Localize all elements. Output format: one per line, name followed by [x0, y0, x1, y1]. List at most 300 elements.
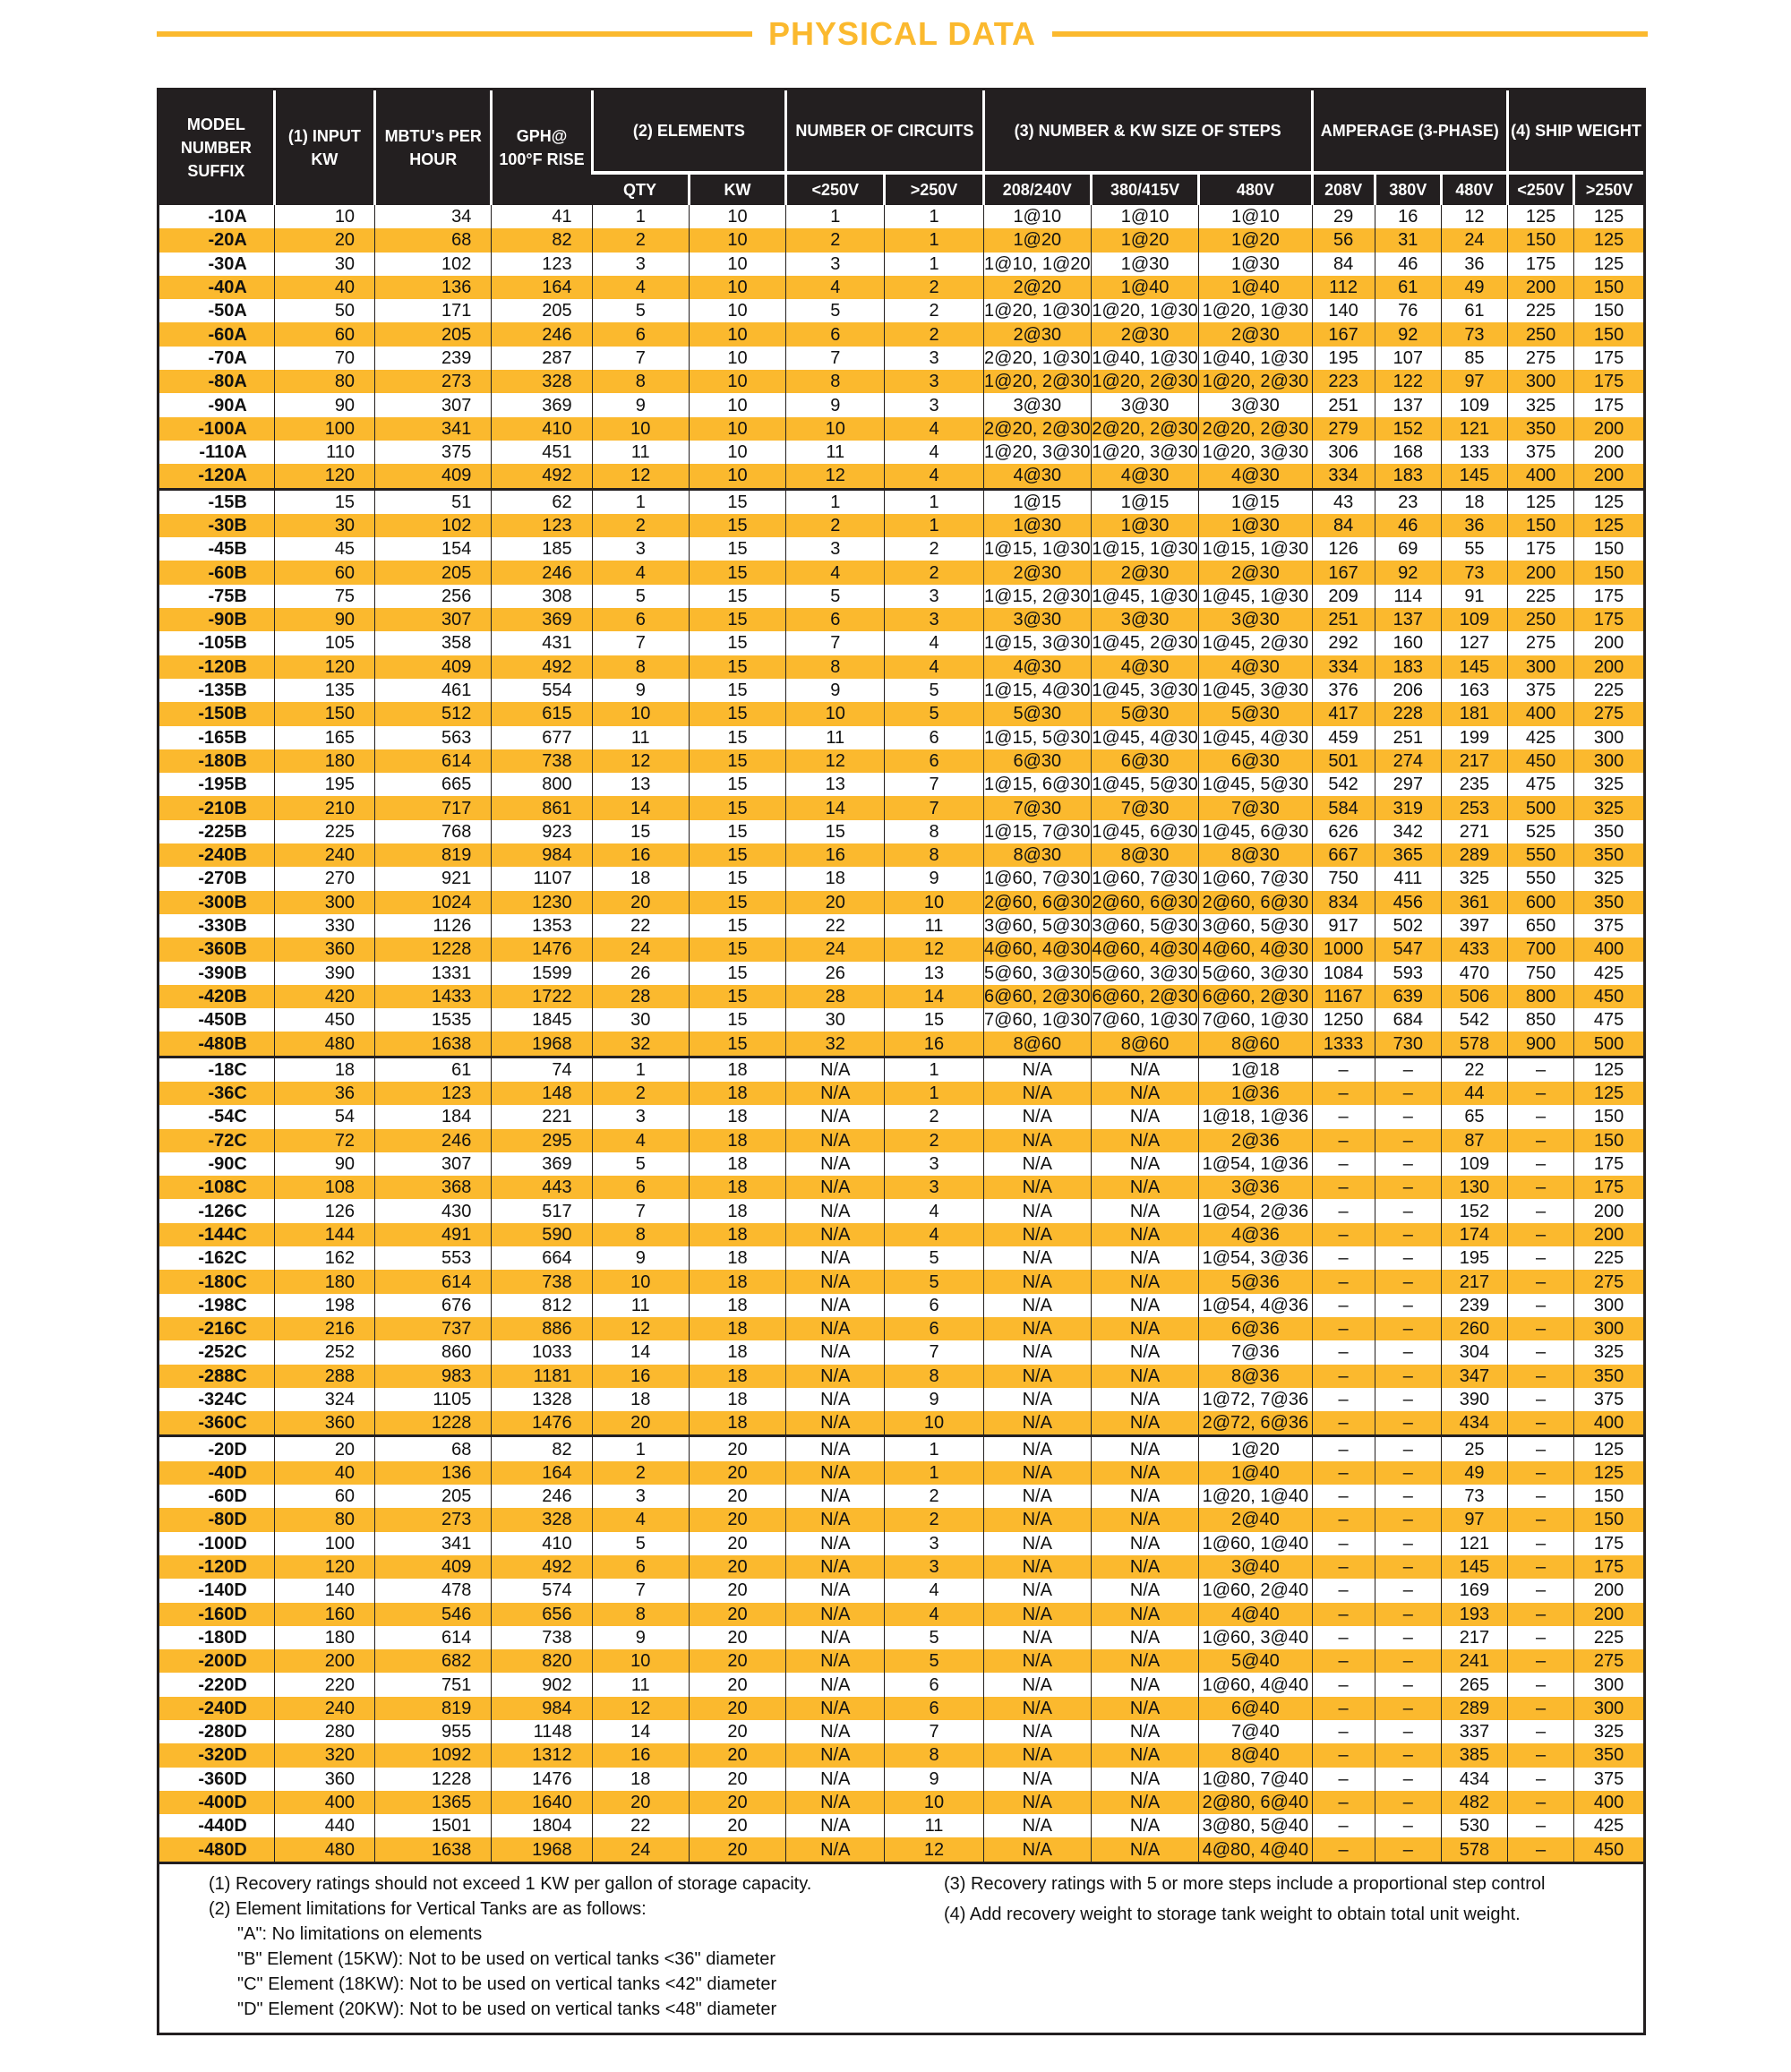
table-cell: 154: [375, 537, 492, 561]
table-row: [159, 1057, 1643, 1082]
table-cell: 150: [1574, 322, 1643, 346]
table-cell: 5@36: [1199, 1270, 1312, 1293]
table-cell: 450: [1574, 985, 1643, 1008]
table-cell: 15: [689, 537, 785, 561]
table-cell: 288: [274, 1365, 374, 1388]
table-cell: 1@15, 7@30: [983, 820, 1091, 843]
table-cell: 2: [885, 322, 983, 346]
table-cell: 175: [1574, 608, 1643, 631]
table-cell: 2@30: [1091, 561, 1198, 584]
table-cell: N/A: [983, 1603, 1091, 1626]
table-cell: 54: [274, 1105, 374, 1128]
table-cell: 417: [1312, 702, 1375, 725]
table-cell: 350: [1574, 1743, 1643, 1767]
table-cell: 76: [1375, 299, 1441, 322]
table-cell: 3: [885, 1532, 983, 1555]
model-suffix-cell: -180B: [159, 749, 274, 773]
table-row: [159, 1555, 1643, 1579]
table-cell: 2: [592, 1082, 689, 1105]
table-cell: –: [1375, 1579, 1441, 1602]
table-cell: –: [1508, 1626, 1574, 1649]
table-cell: –: [1508, 1814, 1574, 1837]
table-cell: –: [1375, 1697, 1441, 1720]
table-cell: 200: [1574, 417, 1643, 441]
model-suffix-cell: -390B: [198, 963, 247, 983]
table-cell: 20: [689, 1555, 785, 1579]
table-row: [159, 1743, 1643, 1767]
table-row: [159, 441, 1643, 464]
table-cell: 461: [375, 679, 492, 702]
table-cell: 217: [1441, 749, 1507, 773]
table-cell: 18: [689, 1246, 785, 1270]
table-cell: 45: [274, 537, 374, 561]
table-cell: 109: [1441, 1152, 1507, 1176]
table-cell: 239: [375, 347, 492, 370]
table-cell: 1228: [375, 938, 492, 961]
table-cell: 4@30: [983, 464, 1091, 489]
table-cell: N/A: [983, 1743, 1091, 1767]
table-row: [159, 1388, 1643, 1411]
table-cell: 15: [689, 489, 785, 514]
table-cell: 150: [1574, 561, 1643, 584]
table-cell: –: [1375, 1199, 1441, 1222]
table-cell: 18: [689, 1129, 785, 1152]
table-cell: 5: [885, 1649, 983, 1673]
table-cell: 251: [1312, 608, 1375, 631]
table-cell: 800: [492, 773, 592, 796]
table-cell: 107: [1375, 347, 1441, 370]
table-cell: N/A: [786, 1246, 885, 1270]
table-cell: 330: [274, 914, 374, 938]
table-cell: 434: [1441, 1768, 1507, 1791]
table-cell: 18: [689, 1411, 785, 1436]
model-suffix-cell: -54C: [208, 1107, 247, 1127]
col-header-amperage: AMPERAGE (3-PHASE): [1312, 90, 1508, 173]
table-row: [159, 393, 1643, 416]
table-cell: N/A: [983, 1246, 1091, 1270]
table-cell: 921: [375, 867, 492, 890]
table-row: [159, 1673, 1643, 1696]
table-cell: 73: [1441, 322, 1507, 346]
table-cell: 492: [492, 655, 592, 679]
table-cell: N/A: [786, 1223, 885, 1246]
model-suffix-cell: -400D: [159, 1791, 274, 1814]
table-cell: 10: [689, 464, 785, 489]
table-cell: 3@30: [1199, 393, 1312, 416]
table-cell: 4@40: [1199, 1603, 1312, 1626]
table-cell: 97: [1441, 1508, 1507, 1531]
table-cell: –: [1312, 1791, 1375, 1814]
table-cell: N/A: [786, 1532, 885, 1555]
model-suffix-cell: -75B: [208, 586, 247, 606]
table-cell: 341: [375, 1532, 492, 1555]
table-cell: 4: [885, 631, 983, 655]
table-cell: 368: [375, 1176, 492, 1199]
table-cell: 3: [592, 1105, 689, 1128]
table-cell: 4@30: [1199, 655, 1312, 679]
table-cell: N/A: [786, 1791, 885, 1814]
table-row: [159, 608, 1643, 631]
table-cell: –: [1312, 1743, 1375, 1767]
model-suffix-cell: -72C: [159, 1129, 274, 1152]
table-cell: 20: [689, 1768, 785, 1791]
table-cell: 1@20, 2@30: [983, 370, 1091, 393]
table-cell: 7@30: [1091, 796, 1198, 819]
table-cell: 10: [689, 276, 785, 299]
table-cell: –: [1508, 1176, 1574, 1199]
table-row: [159, 417, 1643, 441]
table-cell: 8: [592, 655, 689, 679]
table-cell: 12: [885, 1837, 983, 1861]
table-cell: 350: [1508, 417, 1574, 441]
table-cell: 501: [1312, 749, 1375, 773]
table-cell: 2: [885, 276, 983, 299]
table-cell: 737: [375, 1317, 492, 1340]
table-cell: 287: [492, 347, 592, 370]
table-cell: 5: [786, 585, 885, 608]
table-cell: –: [1508, 1365, 1574, 1388]
table-cell: 50: [274, 299, 374, 322]
table-cell: 9: [885, 867, 983, 890]
table-cell: –: [1508, 1603, 1574, 1626]
table-cell: 717: [375, 796, 492, 819]
table-cell: 246: [492, 561, 592, 584]
table-cell: –: [1508, 1317, 1574, 1340]
table-cell: 61: [375, 1057, 492, 1082]
table-cell: 20: [689, 1649, 785, 1673]
table-cell: 923: [492, 820, 592, 843]
table-cell: 126: [1312, 537, 1375, 561]
table-cell: 8: [885, 1743, 983, 1767]
table-row: [159, 1508, 1643, 1531]
table-cell: 8@30: [983, 843, 1091, 867]
table-row: [159, 1129, 1643, 1152]
table-cell: 18: [689, 1317, 785, 1340]
table-cell: 676: [375, 1294, 492, 1317]
table-cell: 6@60, 2@30: [1091, 985, 1198, 1008]
table-cell: 270: [274, 867, 374, 890]
table-cell: 2@60, 6@30: [983, 891, 1091, 914]
table-cell: 8: [592, 370, 689, 393]
table-cell: 125: [1574, 253, 1643, 276]
table-cell: 1@54, 4@36: [1199, 1294, 1312, 1317]
table-cell: 200: [1574, 1199, 1643, 1222]
table-cell: 2: [885, 1485, 983, 1508]
table-cell: 1353: [492, 914, 592, 938]
table-cell: N/A: [1091, 1555, 1198, 1579]
table-cell: 7@30: [983, 796, 1091, 819]
model-suffix-cell: -20D: [159, 1436, 274, 1461]
table-cell: –: [1508, 1461, 1574, 1485]
table-cell: 20: [689, 1626, 785, 1649]
table-cell: 819: [375, 1697, 492, 1720]
table-cell: N/A: [1091, 1270, 1198, 1293]
table-row: [159, 796, 1643, 819]
table-cell: 205: [375, 322, 492, 346]
table-cell: 15: [689, 843, 785, 867]
table-cell: 20: [689, 1532, 785, 1555]
table-cell: 812: [492, 1294, 592, 1317]
table-cell: 200: [1574, 464, 1643, 489]
table-cell: 1: [885, 253, 983, 276]
table-cell: 4: [885, 1199, 983, 1222]
model-suffix-cell: -270B: [198, 869, 247, 889]
table-cell: 49: [1441, 276, 1507, 299]
table-cell: 365: [1375, 843, 1441, 867]
footnote-2a: "A": No limitations on elements: [237, 1923, 483, 1944]
table-cell: 14: [885, 985, 983, 1008]
table-cell: 1: [885, 1057, 983, 1082]
table-cell: 1@10, 1@20: [983, 253, 1091, 276]
table-cell: –: [1312, 1603, 1375, 1626]
table-cell: 6@30: [983, 749, 1091, 773]
table-cell: 10: [689, 441, 785, 464]
table-cell: N/A: [786, 1697, 885, 1720]
table-cell: 198: [274, 1294, 374, 1317]
table-cell: 667: [1312, 843, 1375, 867]
table-cell: 1@20, 3@30: [1091, 441, 1198, 464]
table-cell: 200: [274, 1649, 374, 1673]
table-cell: 110: [274, 441, 374, 464]
table-cell: 87: [1441, 1129, 1507, 1152]
table-cell: 16: [592, 1365, 689, 1388]
table-cell: 125: [1574, 1436, 1643, 1461]
table-cell: 375: [1508, 679, 1574, 702]
table-cell: 289: [1441, 1697, 1507, 1720]
table-cell: 1@20, 1@30: [983, 299, 1091, 322]
table-cell: –: [1508, 1697, 1574, 1720]
table-cell: N/A: [983, 1082, 1091, 1105]
table-cell: 1: [885, 228, 983, 252]
table-cell: 10: [689, 299, 785, 322]
table-cell: 240: [274, 1697, 374, 1720]
model-suffix-cell: -220D: [198, 1674, 247, 1695]
table-cell: 900: [1508, 1032, 1574, 1057]
table-cell: 750: [1508, 962, 1574, 985]
table-cell: –: [1508, 1532, 1574, 1555]
table-cell: 410: [492, 417, 592, 441]
table-cell: 2@20, 2@30: [983, 417, 1091, 441]
table-cell: N/A: [1091, 1485, 1198, 1508]
table-cell: 4@30: [1199, 464, 1312, 489]
table-cell: 1: [592, 489, 689, 514]
table-cell: –: [1375, 1508, 1441, 1531]
table-cell: 738: [492, 1626, 592, 1649]
table-cell: –: [1375, 1837, 1441, 1861]
table-cell: 102: [375, 253, 492, 276]
table-cell: 121: [1441, 1532, 1507, 1555]
footnote-2: (2) Element limitations for Vertical Tanks are as follows:: [209, 1898, 647, 1919]
sub-header: KW: [689, 173, 785, 205]
table-cell: 123: [492, 253, 592, 276]
table-cell: N/A: [983, 1317, 1091, 1340]
table-cell: 228: [1375, 702, 1441, 725]
table-row: [159, 1814, 1643, 1837]
table-cell: 108: [274, 1176, 374, 1199]
table-cell: 307: [375, 393, 492, 416]
table-cell: 275: [1574, 1649, 1643, 1673]
table-cell: 22: [592, 1814, 689, 1837]
table-cell: 28: [786, 985, 885, 1008]
table-cell: 18: [689, 1388, 785, 1411]
model-suffix-cell: -120A: [159, 464, 274, 489]
table-row: [159, 749, 1643, 773]
table-cell: 1@15, 6@30: [983, 773, 1091, 796]
table-cell: 1092: [375, 1743, 492, 1767]
physical-data-table-frame: [157, 88, 1646, 2035]
table-cell: 584: [1312, 796, 1375, 819]
table-cell: 200: [1574, 655, 1643, 679]
table-cell: 9: [592, 1246, 689, 1270]
table-cell: 4@80, 4@40: [1199, 1837, 1312, 1861]
table-cell: 440: [274, 1814, 374, 1837]
table-cell: 325: [1574, 1340, 1643, 1364]
table-cell: 279: [1312, 417, 1375, 441]
table-cell: 300: [274, 891, 374, 914]
table-cell: 11: [592, 1673, 689, 1696]
table-cell: 614: [375, 749, 492, 773]
table-cell: 9: [592, 1626, 689, 1649]
table-cell: 1@45, 2@30: [1091, 631, 1198, 655]
table-cell: 26: [786, 962, 885, 985]
table-cell: –: [1375, 1317, 1441, 1340]
table-cell: 400: [1574, 1791, 1643, 1814]
table-cell: 8@60: [1199, 1032, 1312, 1057]
table-cell: N/A: [1091, 1365, 1198, 1388]
table-cell: 6@30: [1199, 749, 1312, 773]
table-cell: N/A: [786, 1649, 885, 1673]
table-cell: 10: [592, 417, 689, 441]
table-cell: 325: [1574, 1720, 1643, 1743]
table-cell: 1@45, 5@30: [1199, 773, 1312, 796]
table-cell: 506: [1441, 985, 1507, 1008]
table-cell: –: [1375, 1152, 1441, 1176]
table-cell: 2@30: [1091, 322, 1198, 346]
table-cell: 1230: [492, 891, 592, 914]
table-cell: –: [1375, 1246, 1441, 1270]
table-cell: 20: [689, 1485, 785, 1508]
table-cell: 3@30: [1091, 608, 1198, 631]
model-suffix-cell: -140D: [198, 1580, 247, 1601]
table-cell: 2: [885, 1508, 983, 1531]
table-cell: 304: [1441, 1340, 1507, 1364]
table-cell: N/A: [983, 1199, 1091, 1222]
table-cell: 160: [1375, 631, 1441, 655]
table-cell: N/A: [786, 1365, 885, 1388]
table-cell: N/A: [1091, 1649, 1198, 1673]
table-cell: 443: [492, 1176, 592, 1199]
table-cell: 1@20, 2@30: [1199, 370, 1312, 393]
table-cell: 61: [1375, 276, 1441, 299]
table-cell: 656: [492, 1603, 592, 1626]
table-cell: 3: [592, 537, 689, 561]
table-cell: 74: [492, 1057, 592, 1082]
table-cell: –: [1375, 1294, 1441, 1317]
table-row: [159, 1461, 1643, 1485]
table-cell: 297: [1375, 773, 1441, 796]
table-cell: 820: [492, 1649, 592, 1673]
table-cell: 12: [786, 749, 885, 773]
table-cell: 361: [1441, 891, 1507, 914]
table-cell: 650: [1508, 914, 1574, 938]
table-cell: 251: [1312, 393, 1375, 416]
table-cell: 2@30: [1199, 322, 1312, 346]
table-cell: 550: [1508, 843, 1574, 867]
model-suffix-cell: -165B: [198, 727, 247, 748]
footnote-3: (3) Recovery ratings with 5 or more steps include a proportional step control: [944, 1873, 1546, 1894]
table-cell: 6@36: [1199, 1317, 1312, 1340]
table-cell: –: [1312, 1697, 1375, 1720]
table-cell: 15: [689, 867, 785, 890]
table-cell: 1@45, 5@30: [1091, 773, 1198, 796]
table-cell: 917: [1312, 914, 1375, 938]
table-cell: 15: [689, 749, 785, 773]
table-cell: 1@20, 1@30: [1091, 299, 1198, 322]
table-cell: –: [1508, 1388, 1574, 1411]
table-cell: 1@40: [1199, 276, 1312, 299]
table-cell: N/A: [1091, 1626, 1198, 1649]
table-row: [159, 464, 1643, 489]
table-cell: 6: [592, 1176, 689, 1199]
table-cell: 5: [592, 585, 689, 608]
table-cell: 358: [375, 631, 492, 655]
table-cell: N/A: [786, 1388, 885, 1411]
table-cell: 6: [885, 1697, 983, 1720]
table-cell: 174: [1441, 1223, 1507, 1246]
table-cell: 480: [274, 1837, 374, 1861]
table-cell: 15: [689, 726, 785, 749]
table-cell: N/A: [983, 1223, 1091, 1246]
table-row: [159, 1223, 1643, 1246]
table-cell: 834: [1312, 891, 1375, 914]
table-cell: 3@60, 5@30: [1199, 914, 1312, 938]
table-cell: 860: [375, 1340, 492, 1364]
col-header-elements: (2) ELEMENTS: [592, 90, 786, 173]
table-cell: 2@40: [1199, 1508, 1312, 1531]
table-cell: 574: [492, 1579, 592, 1602]
table-cell: 62: [492, 489, 592, 514]
table-cell: 517: [492, 1199, 592, 1222]
table-cell: 360: [274, 1411, 374, 1436]
table-cell: 1433: [375, 985, 492, 1008]
table-cell: 150: [1574, 1105, 1643, 1128]
table-cell: 325: [1441, 867, 1507, 890]
model-suffix-cell: -120B: [159, 655, 274, 679]
table-cell: –: [1375, 1105, 1441, 1128]
table-cell: 18: [689, 1176, 785, 1199]
table-cell: 240: [274, 843, 374, 867]
table-cell: –: [1508, 1743, 1574, 1767]
table-cell: 15: [689, 891, 785, 914]
table-cell: N/A: [786, 1436, 885, 1461]
table-cell: –: [1375, 1223, 1441, 1246]
table-cell: 164: [492, 1461, 592, 1485]
table-cell: 280: [274, 1720, 374, 1743]
table-cell: 1@20, 3@30: [983, 441, 1091, 464]
table-cell: 7@36: [1199, 1340, 1312, 1364]
table-cell: 7: [885, 1720, 983, 1743]
table-cell: N/A: [983, 1152, 1091, 1176]
table-cell: 239: [1441, 1294, 1507, 1317]
table-cell: 130: [1441, 1176, 1507, 1199]
table-cell: 125: [1574, 1057, 1643, 1082]
table-cell: 136: [375, 1461, 492, 1485]
table-cell: 150: [1574, 299, 1643, 322]
model-suffix-cell: -40A: [159, 276, 274, 299]
table-cell: 100: [274, 1532, 374, 1555]
table-cell: 171: [375, 299, 492, 322]
table-cell: 425: [1508, 726, 1574, 749]
